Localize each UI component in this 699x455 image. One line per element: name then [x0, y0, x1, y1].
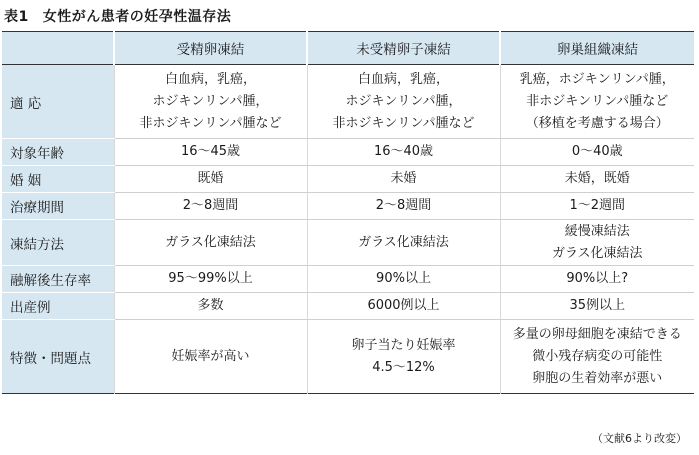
cell-line: ガラス化凍結法 [358, 234, 449, 250]
row-header: 融解後生存率 [2, 266, 114, 293]
cell-line: 95〜99%以上 [168, 271, 253, 286]
cell-oocyte [307, 320, 500, 394]
cell-ovarian-tissue [500, 193, 694, 220]
table-caption: 女性がん患者の妊孕性温存法 [42, 9, 232, 25]
row-header: 出産例 [2, 293, 114, 320]
row-header: 凍結方法 [2, 220, 114, 266]
cell-ovarian-tissue [500, 166, 694, 193]
cell-line: 緩慢凍結法 [564, 223, 630, 239]
table-row [2, 166, 694, 193]
cell-line: 多量の卵母細胞を凍結できる [512, 326, 682, 342]
column-header-oocyte: 未受精卵子凍結 [307, 32, 500, 65]
cell-line: 非ホジキンリンパ腫など [139, 115, 282, 131]
cell-line: 35例以上 [569, 298, 626, 313]
fertility-preservation-table [2, 31, 694, 394]
header-row [2, 32, 694, 65]
cell-oocyte [307, 65, 500, 139]
row-header: 対象年齢 [2, 139, 114, 166]
cell-line: ホジキンリンパ腫， [152, 93, 269, 109]
column-header-corner [2, 32, 114, 65]
cell-line: 2〜8週間 [375, 198, 432, 213]
cell-line: 妊娠率が高い [171, 348, 250, 364]
cell-ovarian-tissue [500, 220, 694, 266]
row-header: 特徴・問題点 [2, 320, 114, 394]
cell-line: 16〜45歳 [180, 144, 241, 159]
source-note: （文献6より改変） [592, 432, 687, 445]
cell-line: 白血病，乳癌， [164, 71, 256, 87]
cell-line: ガラス化凍結法 [165, 234, 256, 250]
cell-line: 多数 [197, 298, 224, 313]
cell-line: 非ホジキンリンパ腫など [332, 115, 475, 131]
cell-embryo [114, 220, 307, 266]
cell-line: 白血病，乳癌， [357, 71, 449, 87]
table-row [2, 193, 694, 220]
cell-line: 6000例以上 [367, 298, 440, 313]
cell-line: 卵子当たり妊娠率 [351, 337, 456, 353]
cell-embryo [114, 65, 307, 139]
column-header-ovarian-tissue: 卵巣組織凍結 [500, 32, 694, 65]
cell-embryo [114, 266, 307, 293]
cell-oocyte [307, 166, 500, 193]
cell-embryo [114, 293, 307, 320]
cell-line: 1〜2週間 [569, 198, 626, 213]
table-row [2, 65, 694, 139]
cell-line: 微小残存病変の可能性 [532, 348, 663, 364]
cell-oocyte [307, 293, 500, 320]
cell-line: 未婚 [390, 171, 417, 186]
cell-embryo [114, 193, 307, 220]
cell-ovarian-tissue [500, 293, 694, 320]
cell-line: 乳癌，ホジキンリンパ腫， [519, 71, 675, 87]
table-row [2, 266, 694, 293]
table-row [2, 220, 694, 266]
cell-embryo [114, 139, 307, 166]
cell-line: 16〜40歳 [373, 144, 434, 159]
row-header: 治療期間 [2, 193, 114, 220]
table-number: 表1 [4, 9, 29, 25]
cell-line: （移植を考慮する場合） [525, 115, 669, 131]
cell-ovarian-tissue [500, 139, 694, 166]
cell-ovarian-tissue [500, 266, 694, 293]
cell-oocyte [307, 139, 500, 166]
cell-oocyte [307, 266, 500, 293]
cell-line: ホジキンリンパ腫， [345, 93, 462, 109]
table-title [4, 6, 231, 26]
cell-line: 90%以上? [566, 271, 629, 286]
cell-ovarian-tissue [500, 320, 694, 394]
cell-line: 非ホジキンリンパ腫など [526, 93, 669, 109]
cell-embryo [114, 320, 307, 394]
cell-embryo [114, 166, 307, 193]
cell-line: 4.5〜12% [372, 359, 435, 375]
table-row [2, 139, 694, 166]
cell-line: 卵胞の生着効率が悪い [532, 370, 663, 386]
cell-ovarian-tissue [500, 65, 694, 139]
table-row [2, 293, 694, 320]
cell-line: 90%以上 [376, 271, 431, 286]
cell-line: 既婚 [197, 171, 224, 186]
cell-line: 未婚，既婚 [564, 171, 630, 186]
cell-line: 2〜8週間 [182, 198, 239, 213]
cell-oocyte [307, 193, 500, 220]
table-row [2, 320, 694, 394]
row-header: 適 応 [2, 65, 114, 139]
cell-oocyte [307, 220, 500, 266]
cell-line: 0〜40歳 [571, 144, 623, 159]
column-header-embryo: 受精卵凍結 [114, 32, 307, 65]
cell-line: ガラス化凍結法 [551, 245, 643, 261]
row-header: 婚 姻 [2, 166, 114, 193]
